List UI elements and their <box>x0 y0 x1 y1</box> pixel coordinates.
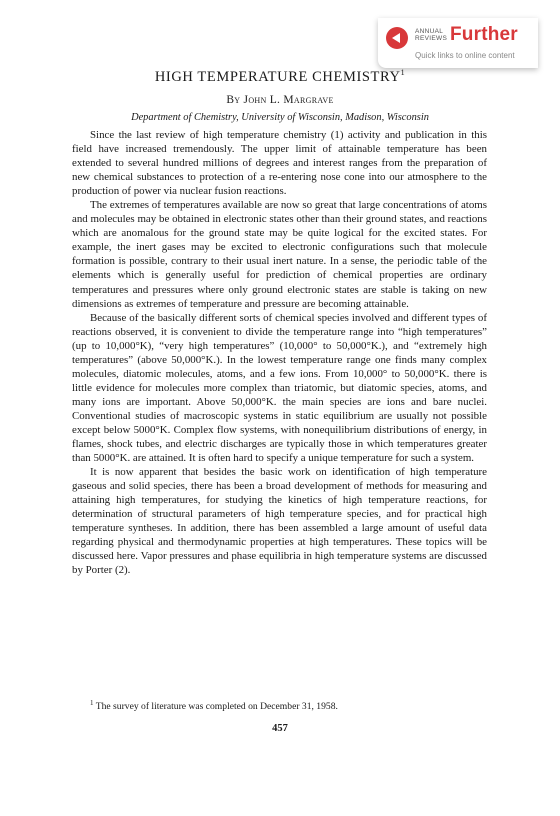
paragraph: It is now apparent that besides the basic work on identification of high temperature gaseous and solid species, there has been a broad development of methods for measuring and attaining high temperatures, for studying the kinetics of high temperature reactions, for determination of structural parameters of high temperature species, and for practical high temperature syntheses. In addition, there has been assembled a large amount of useful data regarding physical and thermodynamic properties at high temperatures. These topics will be discussed here. Vapor pressures and phase equilibria in high temperature systems are discussed by Porter (2). <box>72 466 487 577</box>
footnote-mark: 1 <box>90 699 94 707</box>
paragraph: Since the last review of high temperature chemistry (1) activity and publication in this field have increased tremendously. The upper limit of attainable temperature has been extended to several hundred millions of degrees and interest ranges from the preparation of new chemical substances to protection of a re-entering nose cone into our atmosphere to the production of power via nuclear fusion reactions. <box>72 129 487 198</box>
footnote-text: The survey of literature was completed on December 31, 1958. <box>95 701 338 713</box>
article-title-text: HIGH TEMPERATURE CHEMISTRY <box>154 68 401 85</box>
play-icon <box>386 27 408 49</box>
affiliation-line: Department of Chemistry, University of Wisconsin, Madison, Wisconsin <box>131 112 429 123</box>
article-body <box>72 128 487 578</box>
further-label: Further <box>450 24 518 45</box>
footnote <box>72 697 487 713</box>
paragraph: Because of the basically different sorts of chemical species involved and different types of reactions observed, it is convenient to divide the temperature range into “high temperatures” (up to 10,000°K), “very high temperatures” (10,000° to 50,000°K.), and “extremely high temperatures” (above 50,000°K.). In the lowest temperature range one finds many complex molecules, diatomic molecules, atoms, and a few ions. From 10,000° to 50,000°K. there is little evidence for molecules more complex than triatomic, but diatomic species, atoms, and many ions are important. Above 50,000°K. the main species are ions and bare nuclei. Conventional studies of macroscopic systems in static equilibrium are usually not possible except below 5000°K. Complex flow systems, with nonequilibrium distributions of energy, in flames, shock tubes, and electric discharges are typically those in which temperatures greater than 5000°K. are attained. It is often hard to specify a unique temperature for such a system. <box>72 311 487 465</box>
author-line: By John L. Margrave <box>226 94 334 106</box>
article-title <box>70 68 490 86</box>
quick-links-label: Quick links to online content <box>415 51 515 60</box>
page-number: 457 <box>272 723 288 734</box>
annual-reviews-label: ANNUAL REVIEWS <box>415 28 448 42</box>
paragraph: The extremes of temperatures available are now so great that large concentrations of atoms and molecules may be obtained in electronic states other than their ground states, and reactions which are anomalous for the ground state may be quite logical for the excited states. For example, the inert gases may be excited to electronic configurations such that molecule formation is possible, contrary to their usual inert nature. In a sense, the periodic table of the elements which is generally useful for prediction of chemical properties are ordinary temperatures and pressures where only ground electronic states are stable is taking on new dimensions as extremes of temperature and pressure are becoming attainable. <box>72 199 487 310</box>
title-footnote-mark[interactable]: 1 <box>400 68 406 77</box>
further-badge[interactable] <box>378 18 538 68</box>
